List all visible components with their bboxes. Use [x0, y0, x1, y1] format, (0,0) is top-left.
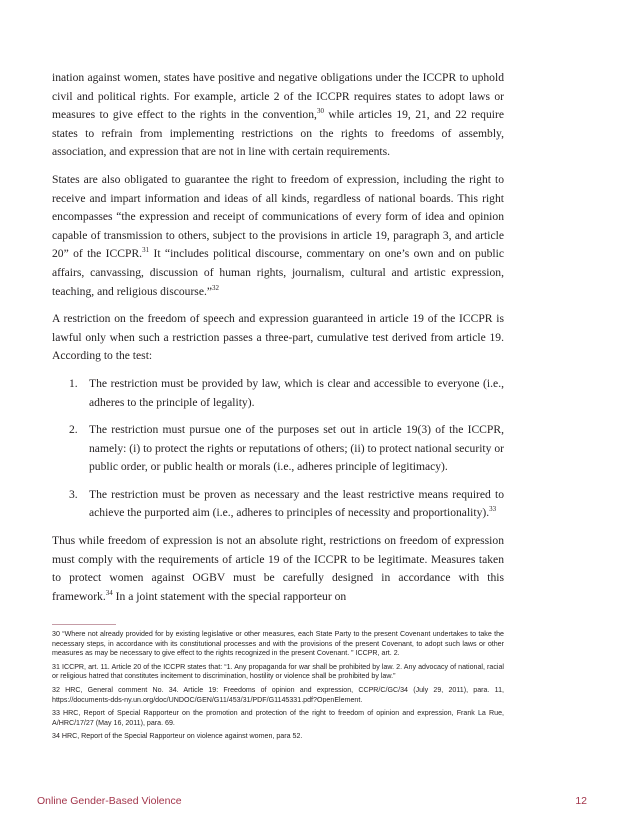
- footnote-divider: [52, 624, 116, 625]
- footnote-32: 32 HRC, General comment No. 34. Article 19: Freedoms of opinion and expression, CCPR/C/GC/34 (July 29, 2011), para. 11, https://documents-dds-ny.un.org/doc/UNDOC/GEN/G11/453/31/PDF/G1145331.pdf?OpenElement.: [52, 685, 504, 704]
- list-item: [52, 421, 504, 477]
- paragraph-1-tail: while articles 19, 21, and 22 require states to refrain from implementing restrictions on the rights to freedoms of assembly, association, and expression that are not in line with certain requirements.: [52, 108, 505, 159]
- list-item-number: 1.: [69, 376, 78, 390]
- page-number: 12: [575, 795, 587, 807]
- footnote-31: 31 ICCPR, art. 11. Article 20 of the ICCPR states that: “1. Any propaganda for war shall be prohibited by law. 2. Any advocacy of national, racial or religious hatred that constitutes incitement to discrimination, hostility or violence shall be prohibited by law.”: [52, 662, 504, 681]
- paragraph-4-tail: In a joint statement with the special rapporteur on: [112, 589, 347, 603]
- main-body-text: [52, 69, 504, 615]
- footnotes: [52, 630, 504, 746]
- paragraph-2-tail: It “includes political discourse, commentary on one’s own and on public affairs, canvassing, discussion of human rights, journalism, cultural and artistic expression, teaching, and religious discourse.”: [52, 247, 505, 298]
- list-item-number: 3.: [69, 487, 78, 501]
- paragraph-1-text: ination against women, states have positive and negative obligations under the ICCPR to uphold civil and political rights. For example, article 2 of the ICCPR requires states to adopt laws or measures to give effect to the rights in the convention,: [52, 71, 504, 122]
- footnote-30: 30 “Where not already provided for by existing legislative or other measures, each State Party to the present Covenant undertakes to take the necessary steps, in accordance with its constitutional processes and with the provisions of the present Covenant, to adopt such laws or other measures as may be necessary to give effect to the rights recognized in the present Covenant. ” ICCPR, art. 2.: [52, 630, 504, 658]
- list-item-text: The restriction must pursue one of the purposes set out in article 19(3) of the ICCPR, namely: (i) to protect the rights or reputations of others; (ii) to protect national security or public order, or public health or morals (i.e., adheres principle of legitimacy).: [89, 423, 505, 474]
- footer-document-title: Online Gender-Based Violence: [37, 795, 182, 807]
- list-item-text: The restriction must be proven as necessary and the least restrictive means required to achieve the purported aim (i.e., adheres to principles of necessity and proportionality).: [89, 487, 504, 520]
- list-item-text: The restriction must be provided by law, which is clear and accessible to everyone (i.e., adheres to the principle of legality).: [89, 376, 504, 409]
- footnote-34: 34 HRC, Report of the Special Rapporteur on violence against women, para 52.: [52, 732, 303, 741]
- list-item: [52, 375, 504, 412]
- paragraph-2: [52, 171, 504, 301]
- paragraph-3: A restriction on the freedom of speech and expression guaranteed in article 19 of the ICCPR is lawful only when such a restriction passes a three-part, cumulative test derived from article 19. According to the test:: [52, 312, 504, 363]
- paragraph-1: [52, 69, 504, 162]
- footnote-ref-34[interactable]: 34: [105, 588, 113, 597]
- footnote-ref-31[interactable]: 31: [142, 246, 150, 255]
- paragraph-4-text: Thus while freedom of expression is not an absolute right, restrictions on freedom of expression must comply with the requirements of article 19 of the ICCPR to be legitimate. Measures taken to protect women against OGBV must be carefully designed in accordance with this framework.: [52, 534, 504, 603]
- list-item: [52, 486, 504, 523]
- footnote-ref-33[interactable]: 33: [489, 505, 497, 514]
- list-item-number: 2.: [69, 423, 78, 437]
- three-part-test-list: [52, 375, 504, 523]
- paragraph-4: [52, 532, 504, 606]
- footnote-33: 33 HRC, Report of Special Rapporteur on the promotion and protection of the right to freedom of opinion and expression, Frank La Rue, A/HRC/17/27 (May 16, 2011), para. 69.: [52, 709, 504, 727]
- paragraph-2-text: States are also obligated to guarantee the right to freedom of expression, including the right to receive and impart information and ideas of all kinds, regardless of national boards. This right encompasses “the expression and receipt of communications of every form of idea and opinion capable of transmission to others, subject to the provisions in article 19, paragraph 3, and article 20” of the ICCPR.: [52, 172, 504, 261]
- footnote-ref-30[interactable]: 30: [316, 107, 324, 116]
- footnote-ref-32[interactable]: 32: [212, 283, 220, 292]
